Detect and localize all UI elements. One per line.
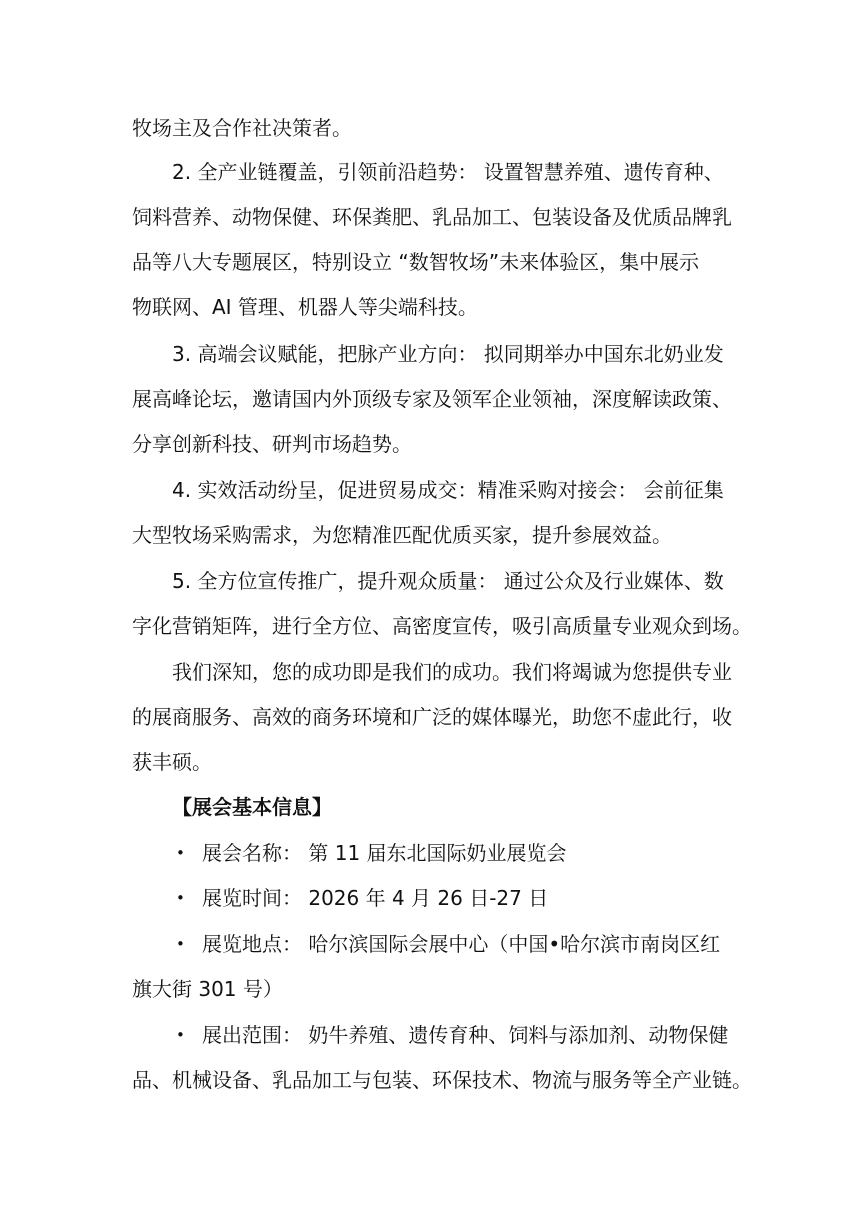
info-exhibition-scope: 展出范围： 奶牛养殖、遗传育种、饲料与添加剂、动物保健 — [202, 1023, 729, 1047]
info-item — [176, 930, 720, 958]
info-item — [176, 884, 548, 912]
info-exhibition-name: 展会名称： 第 11 届东北国际奶业展览会 — [202, 841, 567, 865]
info-exhibition-scope-continued: 品、机械设备、乳品加工与包装、环保技术、物流与服务等全产业链。 — [132, 1068, 752, 1092]
paragraph-line: 饲料营养、动物保健、环保粪肥、乳品加工、包装设备及优质品牌乳 — [132, 205, 732, 229]
paragraph-line: 展高峰论坛，邀请国内外顶级专家及领军企业领袖，深度解读政策、 — [132, 387, 732, 411]
section-heading: 【展会基本信息】 — [172, 795, 332, 819]
info-item — [176, 839, 567, 867]
bullet-icon: • — [176, 844, 185, 862]
paragraph-line: 2. 全产业链覆盖，引领前沿趋势： 设置智慧养殖、遗传育种、 — [172, 160, 724, 184]
bullet-icon: • — [176, 935, 185, 953]
paragraph-line: 我们深知，您的成功即是我们的成功。我们将竭诚为您提供专业 — [172, 660, 732, 684]
paragraph-line: 大型牧场采购需求，为您精准匹配优质买家，提升参展效益。 — [132, 523, 672, 547]
paragraph-line: 物联网、AI 管理、机器人等尖端科技。 — [132, 295, 478, 319]
paragraph-line: 4. 实效活动纷呈，促进贸易成交：精准采购对接会： 会前征集 — [172, 478, 724, 502]
info-item — [176, 1021, 728, 1049]
paragraph-line: 分享创新科技、研判市场趋势。 — [132, 432, 412, 456]
paragraph-line: 字化营销矩阵，进行全方位、高密度宣传，吸引高质量专业观众到场。 — [132, 614, 752, 638]
paragraph-line: 牧场主及合作社决策者。 — [132, 116, 352, 140]
info-exhibition-venue: 展览地点： 哈尔滨国际会展中心（中国•哈尔滨市南岗区红 — [202, 932, 721, 956]
bullet-icon: • — [176, 1026, 185, 1044]
paragraph-line: 品等八大专题展区，特别设立 “数智牧场”未来体验区，集中展示 — [132, 250, 700, 274]
paragraph-line: 的展商服务、高效的商务环境和广泛的媒体曝光，助您不虚此行，收 — [132, 705, 732, 729]
info-exhibition-time: 展览时间： 2026 年 4 月 26 日-27 日 — [202, 886, 549, 910]
paragraph-line: 5. 全方位宣传推广，提升观众质量： 通过公众及行业媒体、数 — [172, 569, 724, 593]
paragraph-line: 3. 高端会议赋能，把脉产业方向： 拟同期举办中国东北奶业发 — [172, 342, 724, 366]
bullet-icon: • — [176, 889, 185, 907]
paragraph-line: 获丰硕。 — [132, 750, 212, 774]
info-exhibition-venue-continued: 旗大街 301 号） — [132, 977, 283, 1001]
